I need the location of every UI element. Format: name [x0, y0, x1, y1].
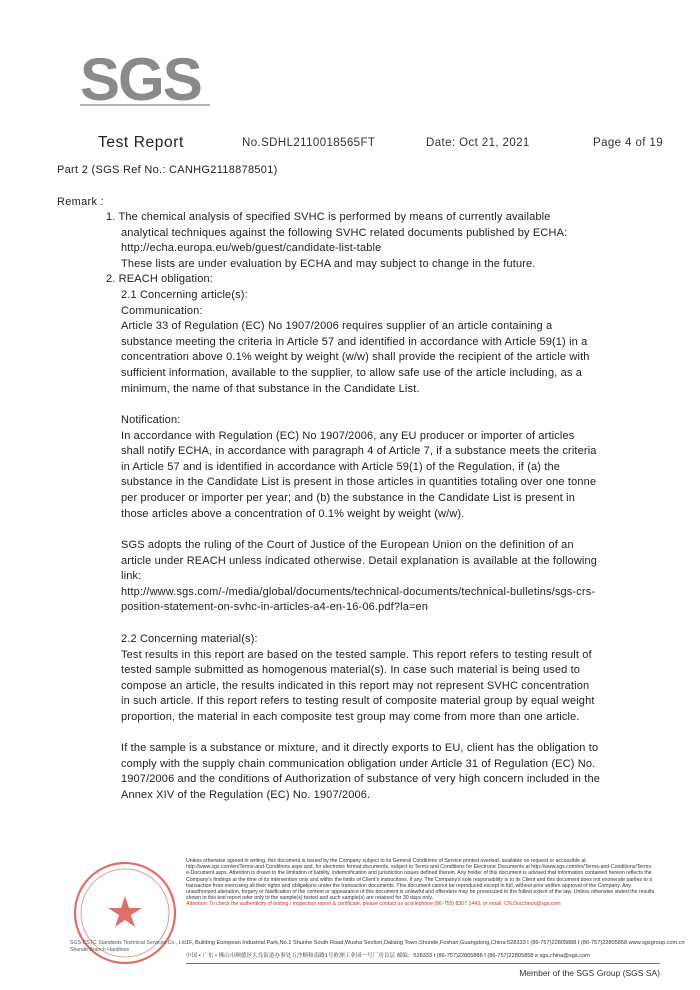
text-line: in such article. If this report refers to testing result of composite material group by equal weight: [121, 695, 595, 708]
sgs-ruling-section: [121, 538, 597, 616]
footer-divider: [186, 963, 660, 964]
footer-disclaimer: [186, 858, 656, 908]
text-line: proportion, the material in each composite test group may come from more than one article.: [121, 710, 580, 723]
text-line: Test results in this report are based on the tested sample. This report refers to testing result of: [121, 648, 592, 661]
export-obligation-section: [121, 741, 600, 803]
address-chinese: 中国 • 广东 • 佛山市顺德区大良街道办事处五沙顺和南路1号欧洲工业园一号厂房首层 邮编：528333 t (86-757)22805888 f (86-757)22805858 e sgs.china@sgs.com: [186, 953, 590, 959]
article-section: [121, 288, 590, 397]
text-line: These lists are under evaluation by ECHA and may subject to change in the future.: [121, 257, 536, 270]
seal-caption-line: SGS-CSTC Standards Technical Services Co., Ltd.: [70, 940, 188, 946]
text-line: those articles above a concentration of 0.1% weight by weight (w/w).: [121, 507, 465, 520]
address-english: 1F, Building European Industrial Park,No.1 Shunhe South Road,Wusha Section,Daliang Town,Shunde,Foshan,Guangdong,China 528333 t (86-757)22805888 f (86-757)22805858 www.sgsgroup.com.cn: [186, 940, 685, 946]
seal-caption-line: Shunde Branch Hardlines: [70, 946, 130, 953]
text-line: analytical techniques against the following SVHC related documents published by ECHA:: [121, 226, 568, 239]
text-line: Annex XIV of the Regulation (EC) No. 1907/2006.: [121, 788, 371, 801]
page-indicator: Page 4 of 19: [593, 137, 664, 149]
text-line: Communication:: [121, 304, 203, 317]
text-line: position-statement-on-svhc-in-articles-a4-en-16-06.pdf?la=en: [121, 601, 429, 614]
member-line: Member of the SGS Group (SGS SA): [519, 968, 660, 978]
text-line: 2.1 Concerning article(s):: [121, 289, 248, 301]
text-line: 1. The chemical analysis of specified SVHC is performed by means of currently available: [106, 211, 551, 223]
authenticity-notice: Attention: To check the authenticity of testing / inspection report & certificate, please contact us at telephone:(86-755) 8307 1443, or email: CN.Doccheck@sgs.com: [186, 901, 561, 908]
text-line: sufficient information, available to the supplier, to allow safe use of the article including, as a: [121, 366, 583, 379]
text-line: SGS adopts the ruling of the Court of Justice of the European Union on the definition of an: [121, 539, 574, 551]
text-line: concentration above 0.1% weight by weight (w/w) shall provide the recipient of the article with: [121, 351, 590, 364]
text-line: http://www.sgs.com/-/media/global/documents/technical-documents/technical-bulletins/sgs-crs-: [121, 585, 596, 598]
text-line: 1907/2006 and the conditions of Authorization of substance of very high concern included in the: [121, 773, 601, 786]
sgs-logo: [80, 46, 210, 108]
material-section: [121, 632, 595, 726]
text-line: minimum, the name of that substance in the Candidate List.: [121, 382, 420, 395]
report-date: Date: Oct 21, 2021: [426, 137, 530, 149]
text-line: 2. REACH obligation:: [106, 273, 213, 286]
text-line: 2.2 Concerning material(s):: [121, 633, 258, 645]
notification-section: [121, 413, 597, 522]
seal-caption: [70, 940, 187, 953]
part-reference: Part 2 (SGS Ref No.: CANHG2118878501): [57, 164, 278, 176]
text-line: compose an article, the results indicated in this report may not represent SVHC concentration: [121, 679, 590, 692]
text-line: Article 33 of Regulation (EC) No 1907/2006 requires supplier of an article containing a: [121, 320, 553, 333]
text-line: comply with the supply chain communication obligation under Article 31 of Regulation (EC) No.: [121, 757, 596, 770]
text-line: Notification:: [121, 414, 181, 426]
text-line: article under REACH unless indicated otherwise. Detail explanation is available at the following: [121, 554, 598, 567]
text-line: per producer or importer per year; and (b) the substance in the Candidate List is present in: [121, 491, 576, 504]
text-line: If the sample is a substance or mixture, and it directly exports to EU, client has the obligation to: [121, 742, 599, 754]
report-number: No.SDHL2110018565FT: [242, 137, 376, 149]
remark-block-2: [106, 272, 213, 288]
text-line: substance meeting the criteria in Article 57 and identified in accordance with Article 59(1) in a: [121, 335, 588, 348]
disclaimer-text: Unless otherwise agreed in writing, this document is issued by the Company subject to its General Conditions of Service printed overleaf, available on request or accessible at http://www.sgs.com/en/Terms-and-Conditions.aspx and, for electronic format documents, subject to Terms and Conditions for Electronic Documents at http://www.sgs.com/en/Terms-and-Conditions/Terms-e-Document.aspx. Attention is drawn to the limitation of liability, indemnification and jurisdiction issues defined therein. Any holder of this document is advised that information contained hereon reflects the Company's findings at the time of its intervention only and within the limits of Client's instructions, if any. The Company's sole responsibility is to its Client and this document does not exonerate parties to a transaction from exercising all their rights and obligations under the transaction documents. This document cannot be reproduced except in full, without prior written approval of the Company. Any unauthorized alteration, forgery or falsification of the content or appearance of this document is unlawful and offenders may be prosecuted to the fullest extent of the law. Unless otherwise stated the results shown in this test report refer only to the sample(s) tested and such sample(s) are retained for 30 days only.: [186, 858, 655, 902]
text-line: shall notify ECHA, in accordance with paragraph 4 of Article 7, if a substance meets the criteria: [121, 445, 597, 458]
text-line: http://echa.europa.eu/web/guest/candidate-list-table: [121, 242, 382, 255]
remark-block-1: [106, 210, 551, 226]
report-title: Test Report: [98, 134, 184, 151]
text-line: in Article 57 and is identified in accordance with Article 59(1) of the Regulation, if (a) the: [121, 460, 561, 473]
text-line: link:: [121, 570, 142, 583]
text-line: tested sample submitted as homogenous material(s). In case such material is being used to: [121, 664, 581, 677]
svg-text:SGS: SGS: [80, 46, 201, 108]
text-line: substance in the Candidate List is present in those articles in quantities totaling over one tonne: [121, 476, 597, 489]
text-line: In accordance with Regulation (EC) No 1907/2006, any EU producer or importer of articles: [121, 429, 575, 442]
remark-label: Remark :: [57, 196, 105, 208]
remark-block-1-cont: [121, 226, 567, 273]
